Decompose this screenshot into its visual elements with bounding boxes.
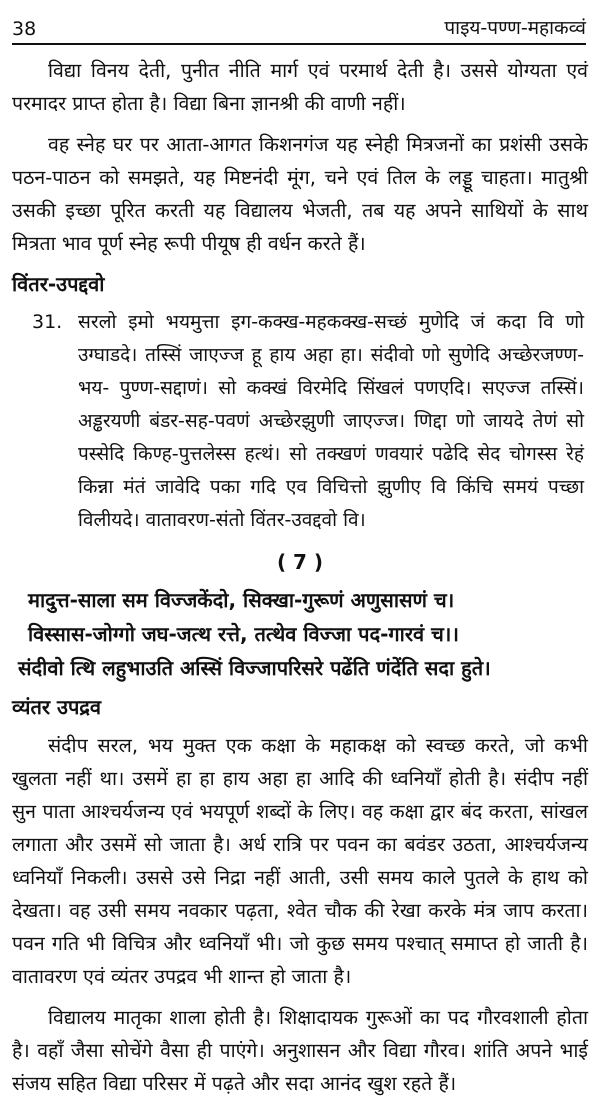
running-title: पाइय-पण्ण-महाकव्वं	[444, 17, 586, 39]
page-header	[12, 8, 586, 45]
page-number: 38	[12, 18, 37, 40]
verse-31	[12, 306, 588, 537]
verse-number: 31.	[32, 311, 63, 333]
page-body	[12, 54, 588, 1108]
section-number: ( 7 )	[276, 550, 324, 574]
paragraph: संदीप सरल, भय मुक्त एक कक्षा के महाकक्ष को स्वच्छ करते, जो कभी खुलता नहीं था। उसमें हा हा हाय अहा हा आदि की ध्वनियाँ होती है। संदीप नहीं सुन पाता आश्चर्यजन्य एवं भयपूर्ण शब्दों के लिए। वह कक्षा द्वार बंद करता, सांखल लगाता और उसमें सो जाता है। अर्ध रात्रि पर पवन का बवंडर उठता, आश्चर्यजन्य ध्वनियाँ निकली। उससे उसे निद्रा नहीं आती, उसी समय काले पुतले के हाथ को देखता। वह उसी समय नवकार पढ़ता, श्वेत चौक की रेखा करके मंत्र जाप करता। पवन गति भी विचित्र और ध्वनियाँ भी। जो कुछ समय पश्चात् समाप्त हो जाती है। वातावरण एवं व्यंतर उपद्रव भी शान्त हो जाता है।	[12, 734, 588, 988]
verse-text: सरलो इमो भयमुत्ता इग-कक्ख-महकक्ख-सच्छं मुणेदि जं कदा वि णो उग्घाडदे। तस्सिं जाएज्ज हू हाय अहा हा। संदीवो णो सुणेदि अच्छेरजण्ण-भय- पुण्ण-सद्दाणं। सो कक्खं विरमेदि सिंखलं पणएदि। सएज्ज तस्सिं। अड्ढरयणी बंडर-सह-पवणं अच्छेरझुणी जाएज्ज। णिद्दा णो जायदे तेणं सो पस्सेदि किण्ह-पुत्तलेस्स हत्थं। सो तक्खणं णवयारं पढेदि सेद चोगस्स रेहं किन्ना मंतं जावेदि पका गदि एव विचित्तो झुणीए वि किंचि समयं पच्छा विलीयदे। वातावरण-संतो विंतर-उवद्दवो वि।	[78, 311, 584, 531]
section-heading-hindi: व्यंतर उपद्रव	[12, 695, 102, 719]
gatha-line: मादुत्त-साला सम विज्जकेंदो, सिक्खा-गुरूणं अणुसासणं च।	[28, 588, 455, 612]
paragraph: वह स्नेह घर पर आता-आगत किशनगंज यह स्नेही मित्रजनों का प्रशंसी उसके पठन-पाठन को समझते, यह मिष्टनंदी मूंग, चने एवं तिल के लड्डू चाहता। मातुश्री उसकी इच्छा पूरित करती यह विद्यालय भेजती, तब यह अपने साथियों के साथ मित्रता भाव पूर्ण स्नेह रूपी पीयूष ही वर्धन करते हैं।	[12, 133, 588, 255]
paragraph: विद्या विनय देती, पुनीत नीति मार्ग एवं परमार्थ देती है। उससे योग्यता एवं परमादर प्राप्त होता है। विद्या बिना ज्ञानश्री की वाणी नहीं।	[12, 59, 588, 115]
section-heading-prakrit: विंतर-उपद्दवो	[12, 272, 105, 296]
gatha-line: संदीवो त्थि लहुभाउति अस्सिं विज्जापरिसरे पढेंति णंदेंति सदा हुते।	[18, 656, 491, 680]
gatha-line: विस्सास-जोग्गो जघ-जत्थ रत्ते, तत्थेव विज्जा पद-गारवं च।।	[28, 622, 459, 646]
paragraph: विद्यालय मातृका शाला होती है। शिक्षादायक गुरूओं का पद गौरवशाली होता है। वहाँ जैसा सोचेंगे वैसा ही पाएंगे। अनुशासन और विद्या गौरव। शांति अपने भाई संजय सहित विद्या परिसर में पढ़ते और सदा आनंद खुश रहते हैं।	[12, 1006, 588, 1095]
